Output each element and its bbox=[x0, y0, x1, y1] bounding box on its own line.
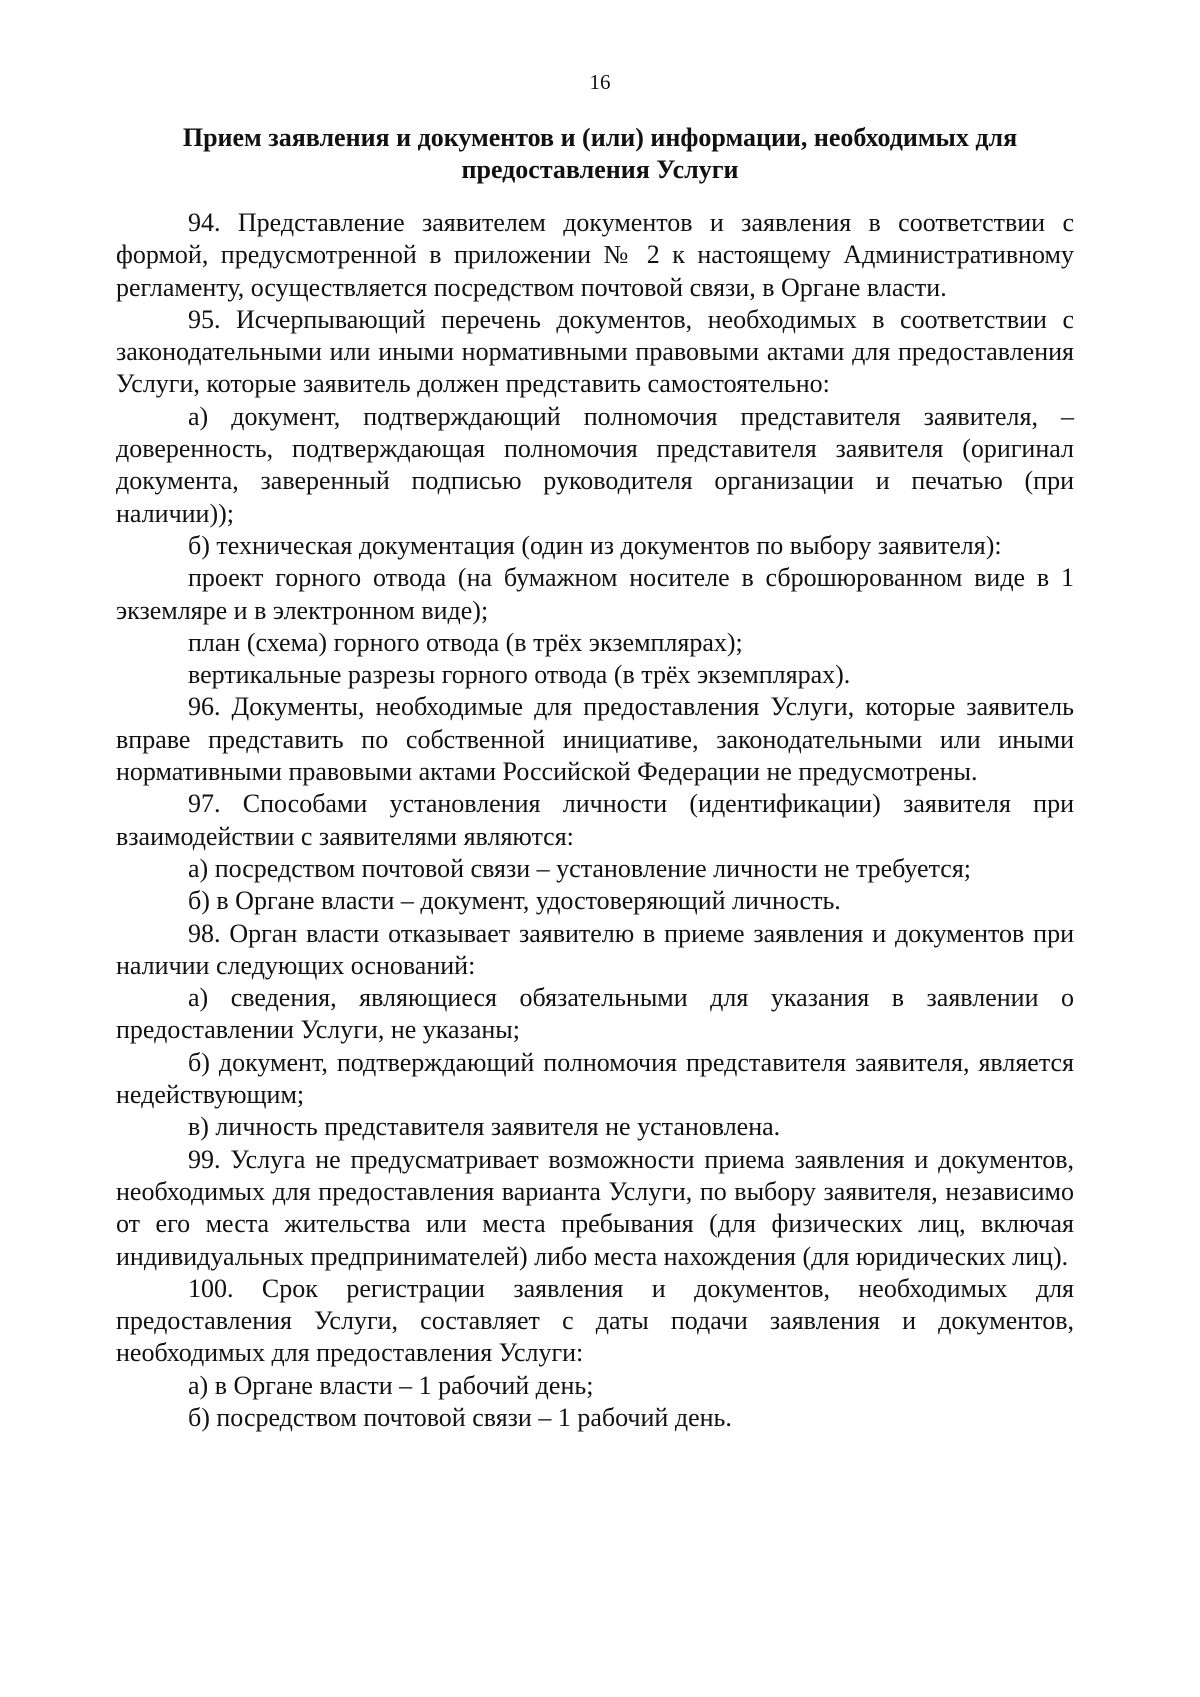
list-item: план (схема) горного отвода (в трёх экземплярах); bbox=[188, 627, 743, 657]
list-item: б) документ, подтверждающий полномочия представителя заявителя, является недействующим; bbox=[116, 1047, 1074, 1110]
paragraph-97: 97. Способами установления личности (идентификации) заявителя при взаимодействии с заявителями являются: bbox=[116, 789, 1074, 851]
paragraph-94: 94. Представление заявителем документов и заявления в соответствии с формой, предусмотренной в приложении № 2 к настоящему Административному регламенту, осуществляется посредством почтовой связи, в Органе власти. bbox=[116, 208, 1074, 302]
list-item: вертикальные разрезы горного отвода (в трёх экземплярах). bbox=[188, 660, 851, 690]
list-item: а) в Органе власти – 1 рабочий день; bbox=[188, 1370, 594, 1400]
list-item: а) документ, подтверждающий полномочия представителя заявителя, – доверенность, подтверждающая полномочия представителя заявителя (оригинал документа, заверенный подписью руководителя организации и печатью (при наличии)); bbox=[116, 401, 1074, 528]
paragraph-96: 96. Документы, необходимые для предоставления Услуги, которые заявитель вправе представить по собственной инициативе, законодательными или иными нормативными правовыми актами Российской Федерации не предусмотрены. bbox=[116, 692, 1074, 787]
paragraph-98: 98. Орган власти отказывает заявителю в приеме заявления и документов при наличии следующих оснований: bbox=[116, 918, 1074, 980]
list-item: а) сведения, являющиеся обязательными для указания в заявлении о предоставлении Услуги, не указаны; bbox=[116, 983, 1074, 1045]
section-title-line: предоставления Услуги bbox=[461, 155, 739, 184]
section-title bbox=[150, 122, 1050, 186]
list-item: проект горного отвода (на бумажном носителе в сброшюрованном виде в 1 экземляре и в электронном виде); bbox=[116, 563, 1074, 625]
paragraph-99: 99. Услуга не предусматривает возможности приема заявления и документов, необходимых для предоставления варианта Услуги, по выбору заявителя, независимо от его места жительства или места пребывания (для физических лиц, включая индивидуальных предпринимателей) либо места нахождения (для юридических лиц). bbox=[116, 1144, 1074, 1271]
section-title-line: Прием заявления и документов и (или) информации, необходимых для bbox=[182, 123, 1018, 152]
list-item: а) посредством почтовой связи – установление личности не требуется; bbox=[188, 853, 971, 883]
paragraph-100: 100. Срок регистрации заявления и документов, необходимых для предоставления Услуги, составляет с даты подачи заявления и документов, необходимых для предоставления Услуги: bbox=[116, 1273, 1074, 1368]
list-item: б) посредством почтовой связи – 1 рабочий день. bbox=[188, 1402, 732, 1432]
paragraph-95: 95. Исчерпывающий перечень документов, необходимых в соответствии с законодательными или иными нормативными правовыми актами для предоставления Услуги, которые заявитель должен представить самостоятельно: bbox=[116, 304, 1074, 399]
list-item: б) техническая документация (один из документов по выбору заявителя): bbox=[188, 530, 1002, 560]
list-item: б) в Органе власти – документ, удостоверяющий личность. bbox=[188, 886, 841, 916]
document-body bbox=[116, 207, 1074, 1434]
list-item: в) личность представителя заявителя не установлена. bbox=[188, 1112, 781, 1142]
page-number: 16 bbox=[589, 70, 611, 94]
